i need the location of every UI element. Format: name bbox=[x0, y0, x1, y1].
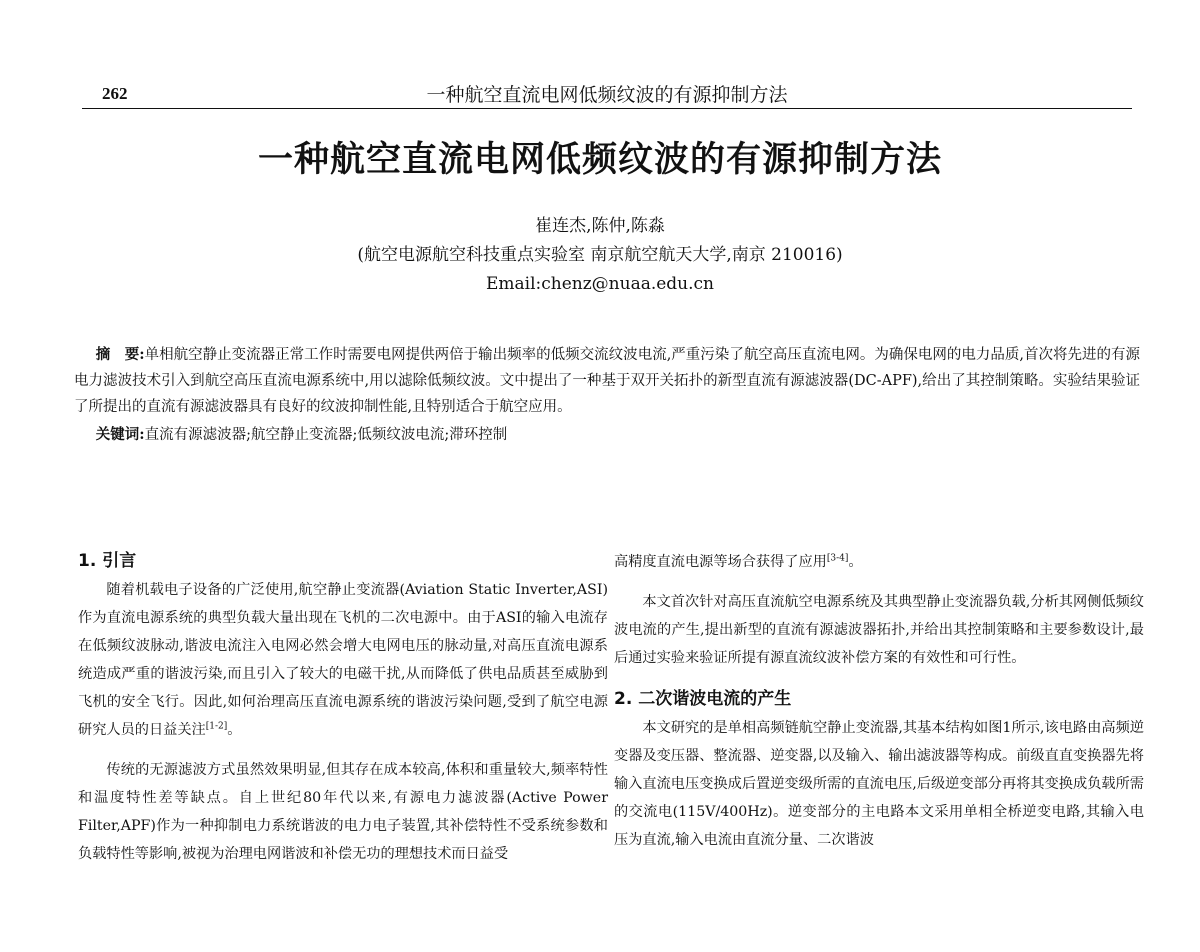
abstract-section bbox=[74, 342, 1140, 448]
page-number: 262 bbox=[102, 84, 128, 103]
abstract bbox=[74, 342, 1140, 420]
citation: [3-4] bbox=[826, 553, 849, 564]
paragraph-continued: 高精度直流电源等场合获得了应用[3-4]。 bbox=[614, 553, 863, 570]
section-heading-harmonic: 2. 二次谐波电流的产生 bbox=[614, 689, 792, 709]
paper-title: 一种航空直流电网低频纹波的有源抑制方法 bbox=[257, 140, 942, 180]
authors: 崔连杰,陈仲,陈淼 bbox=[535, 216, 665, 236]
email: Email:chenz@nuaa.edu.cn bbox=[485, 274, 715, 294]
paragraph-intro-2: 传统的无源滤波方式虽然效果明显,但其存在成本较高,体积和重量较大,频率特性和温度特性差等缺点。自上世纪80年代以来,有源电力滤波器(Active Power Filter,APF)作为一种抑制电力系统谐波的电力电子装置,其补偿特性不受系统参数和负载特性等影响,被视为治理电网谐波和补偿无功的理想技术而日益受 bbox=[78, 762, 608, 862]
keywords-label: 关键词: bbox=[95, 426, 145, 443]
abstract-text: 单相航空静止变流器正常工作时需要电网提供两倍于输出频率的低频交流纹波电流,严重污染了航空高压直流电网。为确保电网的电力品质,首次将先进的有源电力滤波技术引入到航空高压直流电源系统中,用以滤除低频纹波。文中提出了一种基于双开关拓扑的新型直流有源滤波器(DC-APF),给出了其控制策略。实验结果验证了所提出的直流有源滤波器具有良好的纹波抑制性能,且特别适合于航空应用。 bbox=[74, 347, 1140, 415]
paragraph-intro-1: 随着机载电子设备的广泛使用,航空静止变流器(Aviation Static Inverter,ASI)作为直流电源系统的典型负载大量出现在飞机的二次电源中。由于ASI的输入电流存在低频纹波脉动,谐波电流注入电网必然会增大电网电压的脉动量,对高压直流电源系统造成严重的谐波污染,而且引入了较大的电磁干扰,从而降低了供电品质甚至威胁到飞机的安全飞行。因此,如何治理高压直流电源系统的谐波污染问题,受到了航空电源研究人员的日益关注[1-2]。 bbox=[78, 582, 608, 738]
affiliation: (航空电源航空科技重点实验室 南京航空航天大学,南京 210016) bbox=[357, 245, 843, 265]
left-column bbox=[78, 548, 608, 880]
abstract-label: 摘 要: bbox=[95, 346, 145, 363]
right-column bbox=[614, 548, 1144, 866]
section-heading-introduction: 1. 引言 bbox=[78, 551, 137, 571]
citation: [1-2] bbox=[205, 721, 228, 732]
keywords-text: 直流有源滤波器;航空静止变流器;低频纹波电流;滞环控制 bbox=[144, 427, 508, 443]
running-title: 一种航空直流电网低频纹波的有源抑制方法 bbox=[426, 84, 788, 106]
paragraph-section2-1: 本文研究的是单相高频链航空静止变流器,其基本结构如图1所示,该电路由高频逆变器及变压器、整流器、逆变器,以及输入、输出滤波器等构成。前级直直变换器先将输入直流电压变换成后置逆变级所需的直流电压,后级逆变部分再将其变换成负载所需的交流电(115V/400Hz)。逆变部分的主电路本文采用单相全桥逆变电路,其输入电压为直流,输入电流由直流分量、二次谐波 bbox=[614, 720, 1144, 848]
running-header bbox=[82, 80, 1132, 109]
author-block bbox=[0, 212, 1200, 299]
paragraph-intro-3: 本文首次针对高压直流航空电源系统及其典型静止变流器负载,分析其网侧低频纹波电流的产生,提出新型的直流有源滤波器拓扑,并给出其控制策略和主要参数设计,最后通过实验来验证所提有源直流纹波补偿方案的有效性和可行性。 bbox=[614, 594, 1144, 666]
keywords bbox=[74, 422, 1140, 448]
